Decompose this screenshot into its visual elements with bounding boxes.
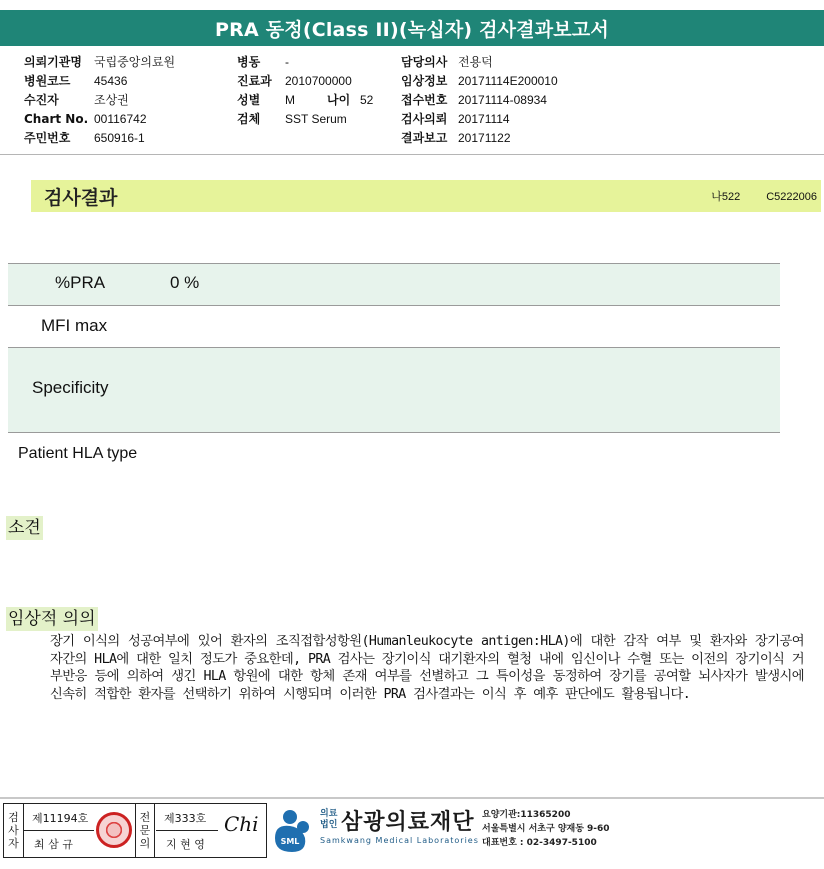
info-value: 20171122 xyxy=(458,131,511,145)
info-row xyxy=(24,53,175,72)
role-char: 사 xyxy=(8,824,19,837)
info-row xyxy=(24,110,175,129)
divider xyxy=(8,263,780,264)
signature-box xyxy=(3,803,267,858)
info-value: SST Serum xyxy=(285,112,347,126)
info-value: 650916-1 xyxy=(94,131,145,145)
divider xyxy=(0,154,824,155)
age-label: 나이 xyxy=(327,93,351,107)
info-row xyxy=(237,72,373,91)
info-row xyxy=(24,72,175,91)
role-char: 의 xyxy=(139,837,151,850)
info-label: 담당의사 xyxy=(401,55,448,69)
info-value: 조상권 xyxy=(94,93,129,107)
info-row xyxy=(24,91,175,110)
clinical-heading: 임상적 의의 xyxy=(8,609,96,629)
info-row xyxy=(401,91,558,110)
sml-logo-icon xyxy=(272,806,314,856)
address-line: 서울특별시 서초구 양재동 9-60 xyxy=(482,824,610,834)
signer1-name: 최 삼 규 xyxy=(34,838,73,851)
age-value: 52 xyxy=(360,93,374,107)
info-row xyxy=(401,53,558,72)
role-char: 전 xyxy=(139,811,151,824)
info-value: 국립중앙의료원 xyxy=(94,55,176,69)
info-row xyxy=(401,72,558,91)
info-row xyxy=(237,91,373,110)
result-heading: 검사결과 xyxy=(44,186,118,209)
info-label: Chart No. xyxy=(24,112,89,126)
info-label: 성별 xyxy=(237,93,261,107)
info-label: 의뢰기관명 xyxy=(24,55,82,69)
info-label: 검사의뢰 xyxy=(401,112,448,126)
info-row xyxy=(237,110,373,129)
logo-caption-line: 의료 xyxy=(320,809,338,819)
result-code: 나522 xyxy=(711,191,741,203)
specificity-label: Specificity xyxy=(32,378,109,397)
logo-caption-line: 법인 xyxy=(320,820,338,830)
pra-row xyxy=(8,264,780,305)
divider xyxy=(8,432,780,433)
signer-role-vertical xyxy=(4,804,24,857)
info-label: 진료과 xyxy=(237,74,272,88)
info-value: - xyxy=(285,55,289,69)
result-codes xyxy=(685,188,817,204)
handwritten-signature: Chi xyxy=(224,812,259,836)
info-value: M xyxy=(285,93,295,107)
info-label: 병원코드 xyxy=(24,74,71,88)
role-char: 자 xyxy=(8,837,19,850)
info-column-1 xyxy=(24,53,175,148)
info-value: 45436 xyxy=(94,74,128,88)
info-label: 검체 xyxy=(237,112,261,126)
role-char: 검 xyxy=(8,811,19,824)
findings-heading: 소견 xyxy=(8,518,41,538)
hla-type-label: Patient HLA type xyxy=(18,445,138,462)
signer2-name: 지 현 영 xyxy=(166,838,205,851)
info-column-3 xyxy=(401,53,558,148)
logo-mark-text: SML xyxy=(280,837,300,846)
info-value: 20171114E200010 xyxy=(458,74,558,88)
info-value: 20171114 xyxy=(458,112,510,126)
lab-address xyxy=(482,808,610,850)
clinical-text: 장기 이식의 성공여부에 있어 환자의 조직접합성항원(Humanleukocyte antigen:HLA)에 대한 감작 여부 및 환자와 장기공여자간의 HLA에 대한 일치 정도가 중요한데, PRA 검사는 장기이식 대기환자의 혈청 내에 임신이나 수혈 또는 이전의 장기이식 거부반응 등에 의하여 생긴 HLA 항원에 대한 항체 존재 여부를 선별하고 그 특이성을 동정하여 장기를 공여할 뇌사자가 발생시에 신속히 적합한 환자를 선택하기 위하여 시행되며 이러한 PRA 검사결과는 이식 후 예후 판단에도 활용됩니다. xyxy=(50,634,804,702)
info-label: 수진자 xyxy=(24,93,59,107)
info-value: 00116742 xyxy=(94,112,147,126)
lab-name: 삼광의료재단 xyxy=(341,810,475,835)
signer1-license: 제11194호 xyxy=(32,812,89,825)
info-column-2 xyxy=(237,53,373,129)
official-seal-icon xyxy=(96,812,132,848)
info-label: 주민번호 xyxy=(24,131,71,145)
signer2-license: 제333호 xyxy=(164,812,207,825)
address-line: 대표번호 : 02-3497-5100 xyxy=(482,838,597,848)
info-label: 결과보고 xyxy=(401,131,448,145)
divider xyxy=(156,830,218,831)
info-label: 임상정보 xyxy=(401,74,448,88)
report-title: PRA 동정(Class II)(녹십자) 검사결과보고서 xyxy=(0,10,824,46)
result-banner xyxy=(31,180,821,212)
role-char: 문 xyxy=(139,824,151,837)
logo-caption xyxy=(320,809,337,831)
info-label: 접수번호 xyxy=(401,93,448,107)
info-value: 20171114-08934 xyxy=(458,93,547,107)
result-code: C5222006 xyxy=(766,191,817,203)
info-value: 2010700000 xyxy=(285,74,352,88)
info-row xyxy=(401,129,558,148)
info-label: 병동 xyxy=(237,55,261,69)
info-row xyxy=(237,53,373,72)
specificity-row xyxy=(8,348,780,432)
info-row xyxy=(24,129,175,148)
divider xyxy=(24,830,94,831)
mfi-label: MFI max xyxy=(41,316,108,335)
info-row xyxy=(401,110,558,129)
pra-label: %PRA xyxy=(55,273,106,292)
divider xyxy=(8,305,780,306)
lab-english-name: Samkwang Medical Laboratories xyxy=(320,836,479,845)
info-value: 전용덕 xyxy=(458,55,493,69)
signer-role-vertical xyxy=(135,804,155,857)
pra-value: 0 % xyxy=(170,273,200,292)
lab-logo xyxy=(270,803,820,858)
footer-divider xyxy=(0,797,824,799)
address-line: 요양기관:11365200 xyxy=(482,810,571,820)
